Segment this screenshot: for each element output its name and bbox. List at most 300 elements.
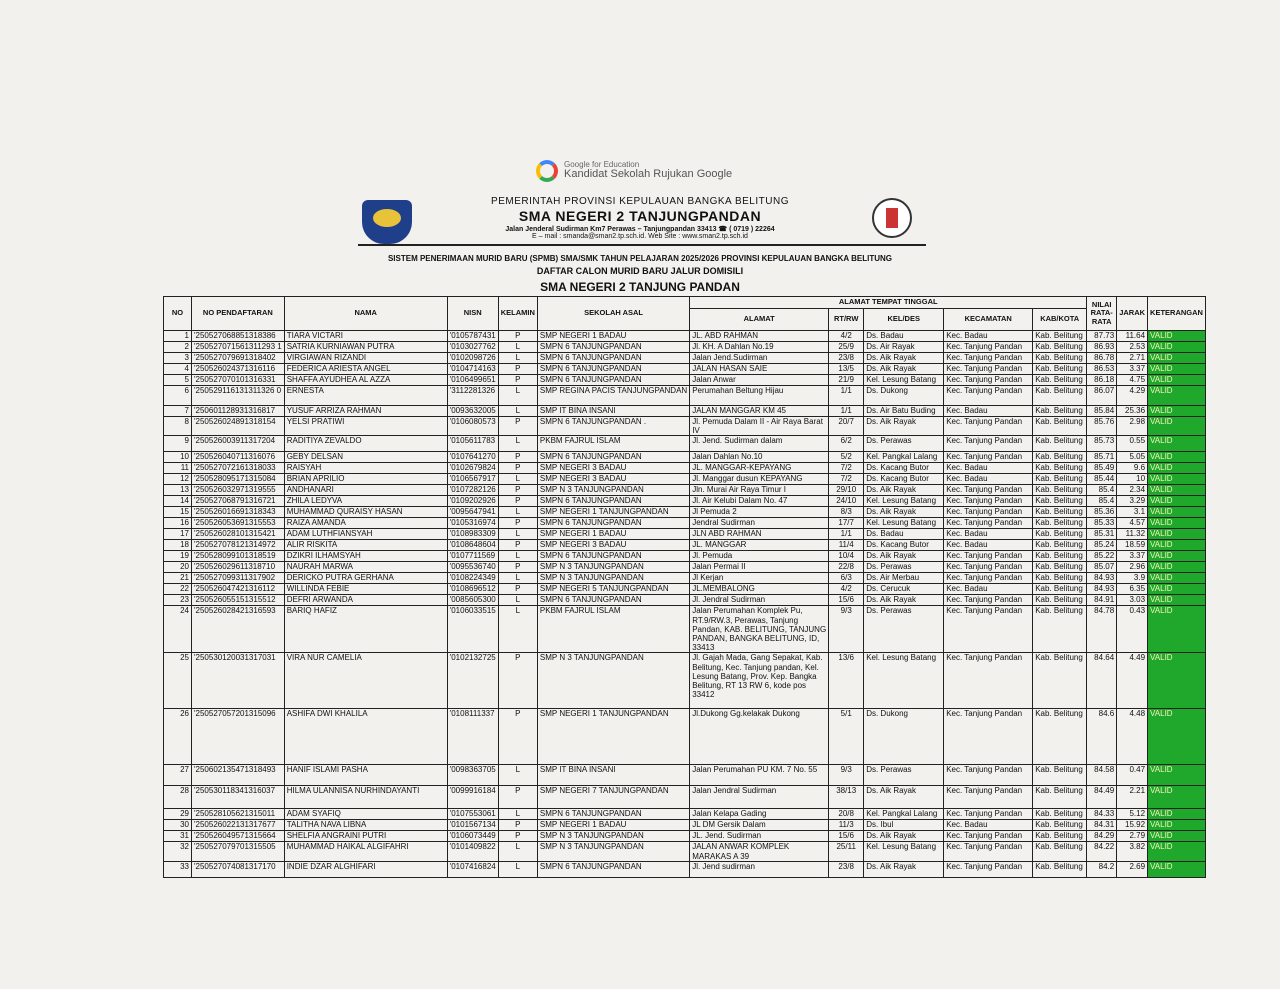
cell-kecamatan: Kec. Tanjung Pandan xyxy=(944,386,1033,406)
cell-alamat: JL. MANGGAR-KEPAYANG xyxy=(690,463,829,474)
header-nisn: NISN xyxy=(447,297,498,331)
cell-kabkota: Kab. Belitung xyxy=(1033,474,1087,485)
cell-keldes: Ds. Perawas xyxy=(864,765,944,786)
cell-keldes: Ds. Air Batu Buding xyxy=(864,406,944,417)
table-row xyxy=(164,595,1206,606)
cell-nilai: 85.07 xyxy=(1087,562,1117,573)
cell-sekolah-asal: SMP NEGERI 1 BADAU xyxy=(537,529,689,540)
cell-kecamatan: Kec. Tanjung Pandan xyxy=(944,831,1033,842)
cell-nisn: '0093632005 xyxy=(447,406,498,417)
cell-kelamin: L xyxy=(498,386,537,406)
cell-jarak: 9.6 xyxy=(1117,463,1148,474)
cell-alamat: JLN ABD RAHMAN xyxy=(690,529,829,540)
cell-nilai: 84.91 xyxy=(1087,595,1117,606)
cell-nisn: '0107416824 xyxy=(447,861,498,877)
cell-sekolah-asal: SMPN 6 TANJUNGPANDAN xyxy=(537,342,689,353)
cell-alamat: JALAN MANGGAR KM 45 xyxy=(690,406,829,417)
cell-no-pendaftaran: '250527070101316331 xyxy=(192,375,285,386)
cell-alamat: Jl Kerjan xyxy=(690,573,829,584)
cell-keldes: Ds. Aik Rayak xyxy=(864,786,944,809)
cell-rtrw: 10/4 xyxy=(829,551,864,562)
cell-no: 6 xyxy=(164,386,192,406)
cell-keterangan: VALID xyxy=(1148,417,1206,436)
cell-keldes: Ds. Perawas xyxy=(864,436,944,452)
cell-kelamin: P xyxy=(498,375,537,386)
cell-nama: TIARA VICTARI xyxy=(284,331,447,342)
cell-kelamin: L xyxy=(498,507,537,518)
cell-kecamatan: Kec. Tanjung Pandan xyxy=(944,417,1033,436)
cell-nisn: '0108224349 xyxy=(447,573,498,584)
table-row xyxy=(164,653,1206,709)
cell-no: 30 xyxy=(164,820,192,831)
cell-sekolah-asal: SMP N 3 TANJUNGPANDAN xyxy=(537,842,689,861)
cell-nilai: 84.64 xyxy=(1087,653,1117,709)
cell-jarak: 4.49 xyxy=(1117,653,1148,709)
cell-sekolah-asal: SMPN 6 TANJUNGPANDAN xyxy=(537,496,689,507)
cell-kelamin: L xyxy=(498,573,537,584)
cell-kabkota: Kab. Belitung xyxy=(1033,518,1087,529)
cell-kecamatan: Kec. Tanjung Pandan xyxy=(944,342,1033,353)
cell-kabkota: Kab. Belitung xyxy=(1033,406,1087,417)
cell-no: 26 xyxy=(164,709,192,765)
cell-rtrw: 5/2 xyxy=(829,452,864,463)
cell-rtrw: 23/8 xyxy=(829,353,864,364)
cell-nama: INDIE DZAR ALGHIFARI xyxy=(284,861,447,877)
cell-nisn: '0095647941 xyxy=(447,507,498,518)
cell-nama: FEDERICA ARIESTA ANGEL xyxy=(284,364,447,375)
cell-alamat: JL. MANGGAR xyxy=(690,540,829,551)
cell-jarak: 2.71 xyxy=(1117,353,1148,364)
cell-nisn: '0107711569 xyxy=(447,551,498,562)
cell-sekolah-asal: SMPN 6 TANJUNGPANDAN xyxy=(537,809,689,820)
cell-no-pendaftaran: '250530118341316037 xyxy=(192,786,285,809)
cell-rtrw: 9/3 xyxy=(829,765,864,786)
table-row xyxy=(164,375,1206,386)
cell-no: 13 xyxy=(164,485,192,496)
cell-keldes: Kel. Lesung Batang xyxy=(864,518,944,529)
cell-nama: SHAFFA AYUDHEA AL AZZA xyxy=(284,375,447,386)
cell-keterangan: VALID xyxy=(1148,386,1206,406)
letterhead xyxy=(420,196,860,240)
cell-nilai: 85.36 xyxy=(1087,507,1117,518)
cell-sekolah-asal: SMP NEGERI 1 TANJUNGPANDAN xyxy=(537,507,689,518)
cell-kabkota: Kab. Belitung xyxy=(1033,595,1087,606)
table-row xyxy=(164,485,1206,496)
cell-no: 27 xyxy=(164,765,192,786)
cell-kabkota: Kab. Belitung xyxy=(1033,540,1087,551)
cell-kecamatan: Kec. Tanjung Pandan xyxy=(944,606,1033,653)
cell-nisn: '0108111337 xyxy=(447,709,498,765)
cell-no-pendaftaran: '250526049571315664 xyxy=(192,831,285,842)
cell-jarak: 2.98 xyxy=(1117,417,1148,436)
cell-jarak: 2.34 xyxy=(1117,485,1148,496)
cell-nama: VIRA NUR CAMELIA xyxy=(284,653,447,709)
cell-keterangan: VALID xyxy=(1148,474,1206,485)
cell-no: 17 xyxy=(164,529,192,540)
cell-sekolah-asal: SMPN 6 TANJUNGPANDAN xyxy=(537,518,689,529)
cell-alamat: Jalan Perumahan Komplek Pu, RT.9/RW.3, Perawas, Tanjung Pandan, KAB. BELITUNG, TANJUNG PANDAN, BANGKA BELITUNG, ID, 33413 xyxy=(690,606,829,653)
cell-keterangan: VALID xyxy=(1148,820,1206,831)
cell-jarak: 15.92 xyxy=(1117,820,1148,831)
google-logo-icon xyxy=(536,160,558,182)
cell-nisn: '0106499651 xyxy=(447,375,498,386)
cell-sekolah-asal: SMP NEGERI 3 BADAU xyxy=(537,463,689,474)
cell-sekolah-asal: SMP N 3 TANJUNGPANDAN xyxy=(537,831,689,842)
cell-nisn: '0101409822 xyxy=(447,842,498,861)
table-row xyxy=(164,518,1206,529)
cell-kabkota: Kab. Belitung xyxy=(1033,831,1087,842)
cell-nama: RAIZA AMANDA xyxy=(284,518,447,529)
cell-nilai: 85.73 xyxy=(1087,436,1117,452)
cell-nama: WILLINDA FEBIE xyxy=(284,584,447,595)
cell-alamat: Jln. Murai Air Raya Timur I xyxy=(690,485,829,496)
cell-no: 16 xyxy=(164,518,192,529)
table-row xyxy=(164,436,1206,452)
title-system: SISTEM PENERIMAAN MURID BARU (SPMB) SMA/SMK TAHUN PELAJARAN 2025/2026 PROVINSI KEPULAUAN BANGKA BELITUNG xyxy=(387,254,893,263)
header-alamat: ALAMAT xyxy=(690,309,829,331)
cell-nisn: '0101567134 xyxy=(447,820,498,831)
cell-kabkota: Kab. Belitung xyxy=(1033,820,1087,831)
cell-alamat: Jalan Permai II xyxy=(690,562,829,573)
cell-keldes: Ds. Dukong xyxy=(864,709,944,765)
cell-no: 2 xyxy=(164,342,192,353)
cell-nama: ASHIFA DWI KHALILA xyxy=(284,709,447,765)
cell-kecamatan: Kec. Tanjung Pandan xyxy=(944,485,1033,496)
cell-no-pendaftaran: '250527071561311293 1 xyxy=(192,342,285,353)
cell-no-pendaftaran: '250528105621315011 xyxy=(192,809,285,820)
cell-jarak: 2.79 xyxy=(1117,831,1148,842)
cell-no: 33 xyxy=(164,861,192,877)
cell-alamat: Jendral Sudirman xyxy=(690,518,829,529)
cell-keldes: Kel. Lesung Batang xyxy=(864,496,944,507)
cell-no: 23 xyxy=(164,595,192,606)
cell-keterangan: VALID xyxy=(1148,485,1206,496)
cell-kelamin: P xyxy=(498,485,537,496)
cell-no-pendaftaran: '250528095171315084 xyxy=(192,474,285,485)
cell-keldes: Ds. Kacang Butor xyxy=(864,463,944,474)
cell-sekolah-asal: SMP NEGERI 5 TANJUNGPANDAN xyxy=(537,584,689,595)
cell-sekolah-asal: SMP IT BINA INSANI xyxy=(537,765,689,786)
cell-kabkota: Kab. Belitung xyxy=(1033,861,1087,877)
cell-keldes: Ds. Air Rayak xyxy=(864,342,944,353)
cell-nama: DEFRI ARWANDA xyxy=(284,595,447,606)
cell-nilai: 84.93 xyxy=(1087,584,1117,595)
cell-kecamatan: Kec. Tanjung Pandan xyxy=(944,786,1033,809)
cell-jarak: 3.9 xyxy=(1117,573,1148,584)
cell-keterangan: VALID xyxy=(1148,709,1206,765)
cell-jarak: 11.32 xyxy=(1117,529,1148,540)
cell-no: 28 xyxy=(164,786,192,809)
cell-nama: VIRGIAWAN RIZANDI xyxy=(284,353,447,364)
cell-alamat: JL. ABD RAHMAN xyxy=(690,331,829,342)
cell-nilai: 85.44 xyxy=(1087,474,1117,485)
cell-no: 12 xyxy=(164,474,192,485)
cell-kabkota: Kab. Belitung xyxy=(1033,809,1087,820)
cell-no-pendaftaran: '250526040711316076 xyxy=(192,452,285,463)
cell-nisn: '0108648604 xyxy=(447,540,498,551)
cell-kabkota: Kab. Belitung xyxy=(1033,331,1087,342)
cell-rtrw: 20/7 xyxy=(829,417,864,436)
cell-keterangan: VALID xyxy=(1148,463,1206,474)
cell-nilai: 85.71 xyxy=(1087,452,1117,463)
cell-jarak: 3.37 xyxy=(1117,551,1148,562)
province-emblem-icon xyxy=(362,200,412,244)
cell-alamat: Jalan Dahlan No.10 xyxy=(690,452,829,463)
cell-alamat: Jalan Perumahan PU KM. 7 No. 55 xyxy=(690,765,829,786)
cell-kabkota: Kab. Belitung xyxy=(1033,709,1087,765)
cell-nisn: '0105611783 xyxy=(447,436,498,452)
cell-kecamatan: Kec. Badau xyxy=(944,474,1033,485)
header-kecamatan: KECAMATAN xyxy=(944,309,1033,331)
cell-kecamatan: Kec. Badau xyxy=(944,584,1033,595)
cell-nilai: 84.49 xyxy=(1087,786,1117,809)
cell-keldes: Ds. Aik Rayak xyxy=(864,595,944,606)
table-row xyxy=(164,809,1206,820)
cell-no: 21 xyxy=(164,573,192,584)
cell-nisn: '0106567917 xyxy=(447,474,498,485)
cell-nilai: 84.6 xyxy=(1087,709,1117,765)
cell-nisn: '0098363705 xyxy=(447,765,498,786)
cell-rtrw: 25/9 xyxy=(829,342,864,353)
header-kelamin: KELAMIN xyxy=(498,297,537,331)
cell-kecamatan: Kec. Tanjung Pandan xyxy=(944,551,1033,562)
cell-alamat: Jl. Air Kelubi Dalam No. 47 xyxy=(690,496,829,507)
cell-nama: RADITIYA ZEVALDO xyxy=(284,436,447,452)
cell-sekolah-asal: SMPN 6 TANJUNGPANDAN xyxy=(537,353,689,364)
cell-nilai: 85.49 xyxy=(1087,463,1117,474)
cell-kelamin: P xyxy=(498,584,537,595)
cell-nisn: '0106080573 xyxy=(447,417,498,436)
cell-nilai: 85.4 xyxy=(1087,496,1117,507)
cell-rtrw: 6/3 xyxy=(829,573,864,584)
cell-nilai: 85.84 xyxy=(1087,406,1117,417)
cell-kelamin: P xyxy=(498,820,537,831)
cell-nama: SHELFIA ANGRAINI PUTRI xyxy=(284,831,447,842)
letterhead-contact: E – mail : smanda@sman2.tp.sch.id. Web Site : www.sman2.tp.sch.id xyxy=(532,233,748,240)
cell-jarak: 4.57 xyxy=(1117,518,1148,529)
cell-alamat: Jl Pemuda 2 xyxy=(690,507,829,518)
cell-alamat: Jl.Dukong Gg.kelakak Dukong xyxy=(690,709,829,765)
cell-nama: TALITHA NAVA LIBNA xyxy=(284,820,447,831)
cell-rtrw: 9/3 xyxy=(829,606,864,653)
cell-kecamatan: Kec. Tanjung Pandan xyxy=(944,364,1033,375)
cell-rtrw: 38/13 xyxy=(829,786,864,809)
cell-no: 31 xyxy=(164,831,192,842)
cell-sekolah-asal: SMP NEGERI 7 TANJUNGPANDAN xyxy=(537,786,689,809)
table-row xyxy=(164,861,1206,877)
cell-nisn: '3112281326 xyxy=(447,386,498,406)
cell-kabkota: Kab. Belitung xyxy=(1033,485,1087,496)
cell-alamat: Jl. KH. A Dahlan No.19 xyxy=(690,342,829,353)
cell-rtrw: 1/1 xyxy=(829,386,864,406)
cell-no-pendaftaran: '250528099101318519 xyxy=(192,551,285,562)
cell-nama: ANDHANARI xyxy=(284,485,447,496)
cell-kelamin: L xyxy=(498,474,537,485)
cell-no-pendaftaran: '250526028101315421 xyxy=(192,529,285,540)
cell-alamat: Jl. Jend sudirman xyxy=(690,861,829,877)
table-row xyxy=(164,529,1206,540)
cell-keldes: Kel. Lesung Batang xyxy=(864,653,944,709)
cell-keldes: Ds. Aik Rayak xyxy=(864,831,944,842)
cell-nilai: 85.76 xyxy=(1087,417,1117,436)
cell-no-pendaftaran: '250527079701315505 xyxy=(192,842,285,861)
table-row xyxy=(164,342,1206,353)
cell-nilai: 84.31 xyxy=(1087,820,1117,831)
cell-nama: HILMA ULANNISA NURHINDAYANTI xyxy=(284,786,447,809)
cell-rtrw: 29/10 xyxy=(829,485,864,496)
table-row xyxy=(164,765,1206,786)
cell-no-pendaftaran: '250526022131317677 xyxy=(192,820,285,831)
cell-keterangan: VALID xyxy=(1148,436,1206,452)
cell-no: 9 xyxy=(164,436,192,452)
cell-kecamatan: Kec. Badau xyxy=(944,820,1033,831)
cell-sekolah-asal: PKBM FAJRUL ISLAM xyxy=(537,606,689,653)
cell-kabkota: Kab. Belitung xyxy=(1033,386,1087,406)
cell-nisn: '0102679824 xyxy=(447,463,498,474)
registration-table xyxy=(163,296,1206,878)
cell-no-pendaftaran: '250527079691318402 xyxy=(192,353,285,364)
cell-keterangan: VALID xyxy=(1148,353,1206,364)
cell-jarak: 4.29 xyxy=(1117,386,1148,406)
cell-no-pendaftaran: '250527099311317902 xyxy=(192,573,285,584)
cell-no-pendaftaran: '250527068851318386 xyxy=(192,331,285,342)
table-row xyxy=(164,551,1206,562)
cell-no: 3 xyxy=(164,353,192,364)
cell-jarak: 5.12 xyxy=(1117,809,1148,820)
cell-kecamatan: Kec. Tanjung Pandan xyxy=(944,809,1033,820)
cell-kecamatan: Kec. Tanjung Pandan xyxy=(944,842,1033,861)
cell-rtrw: 17/7 xyxy=(829,518,864,529)
header-no-pendaftaran: NO PENDAFTARAN xyxy=(192,297,285,331)
title-school: SMA NEGERI 2 TANJUNG PANDAN xyxy=(540,280,740,294)
cell-kelamin: P xyxy=(498,331,537,342)
cell-no: 10 xyxy=(164,452,192,463)
cell-no: 18 xyxy=(164,540,192,551)
cell-rtrw: 8/3 xyxy=(829,507,864,518)
cell-sekolah-asal: PKBM FAJRUL ISLAM xyxy=(537,436,689,452)
cell-no: 25 xyxy=(164,653,192,709)
cell-jarak: 0.55 xyxy=(1117,436,1148,452)
cell-nilai: 86.07 xyxy=(1087,386,1117,406)
cell-kecamatan: Kec. Tanjung Pandan xyxy=(944,375,1033,386)
cell-sekolah-asal: SMP N 3 TANJUNGPANDAN xyxy=(537,562,689,573)
cell-jarak: 4.75 xyxy=(1117,375,1148,386)
cell-nama: RAISYAH xyxy=(284,463,447,474)
cell-kecamatan: Kec. Badau xyxy=(944,463,1033,474)
cell-keterangan: VALID xyxy=(1148,551,1206,562)
cell-sekolah-asal: SMP NEGERI 1 BADAU xyxy=(537,820,689,831)
cell-kabkota: Kab. Belitung xyxy=(1033,842,1087,861)
cell-sekolah-asal: SMPN 6 TANJUNGPANDAN xyxy=(537,452,689,463)
table-row xyxy=(164,540,1206,551)
cell-kelamin: P xyxy=(498,562,537,573)
cell-keterangan: VALID xyxy=(1148,529,1206,540)
cell-kecamatan: Kec. Badau xyxy=(944,529,1033,540)
cell-keterangan: VALID xyxy=(1148,507,1206,518)
cell-kelamin: L xyxy=(498,861,537,877)
cell-kelamin: P xyxy=(498,540,537,551)
cell-no: 19 xyxy=(164,551,192,562)
cell-jarak: 3.03 xyxy=(1117,595,1148,606)
cell-keldes: Kel. Lesung Batang xyxy=(864,375,944,386)
cell-nama: BRIAN APRILIO xyxy=(284,474,447,485)
cell-keldes: Ds. Kacang Butor xyxy=(864,474,944,485)
table-row xyxy=(164,584,1206,595)
cell-no-pendaftaran: '250527074081317170 xyxy=(192,861,285,877)
cell-no-pendaftaran: '250526028421316593 xyxy=(192,606,285,653)
cell-no-pendaftaran: '250526003911317204 xyxy=(192,436,285,452)
cell-nama: DERICKO PUTRA GERHANA xyxy=(284,573,447,584)
header-jarak: JARAK xyxy=(1117,297,1148,331)
cell-no: 24 xyxy=(164,606,192,653)
cell-rtrw: 13/6 xyxy=(829,653,864,709)
cell-alamat: Jl. Jend. Sudirman dalam xyxy=(690,436,829,452)
cell-kecamatan: Kec. Tanjung Pandan xyxy=(944,562,1033,573)
cell-kelamin: P xyxy=(498,417,537,436)
cell-nisn: '0099916184 xyxy=(447,786,498,809)
cell-keterangan: VALID xyxy=(1148,452,1206,463)
cell-jarak: 3.29 xyxy=(1117,496,1148,507)
cell-alamat: Jl. Jendral Sudirman xyxy=(690,595,829,606)
cell-nilai: 84.22 xyxy=(1087,842,1117,861)
cell-sekolah-asal: SMP IT BINA INSANI xyxy=(537,406,689,417)
cell-nilai: 84.2 xyxy=(1087,861,1117,877)
cell-sekolah-asal: SMPN 6 TANJUNGPANDAN xyxy=(537,861,689,877)
cell-nama: ERNESTA xyxy=(284,386,447,406)
cell-kelamin: L xyxy=(498,842,537,861)
cell-no-pendaftaran: '250526032971319555 xyxy=(192,485,285,496)
cell-nisn: '0109202926 xyxy=(447,496,498,507)
cell-nisn: '0106033515 xyxy=(447,606,498,653)
cell-nilai: 86.93 xyxy=(1087,342,1117,353)
cell-no-pendaftaran: '250526029611318710 xyxy=(192,562,285,573)
cell-jarak: 0.47 xyxy=(1117,765,1148,786)
cell-nisn: '0108696512 xyxy=(447,584,498,595)
cell-kecamatan: Kec. Badau xyxy=(944,406,1033,417)
cell-sekolah-asal: SMP REGINA PACIS TANJUNGPANDAN xyxy=(537,386,689,406)
table-row xyxy=(164,452,1206,463)
cell-kecamatan: Kec. Tanjung Pandan xyxy=(944,353,1033,364)
cell-keldes: Ds. Perawas xyxy=(864,562,944,573)
table-row xyxy=(164,353,1206,364)
cell-nama: ADAM SYAFIQ xyxy=(284,809,447,820)
cell-keterangan: VALID xyxy=(1148,842,1206,861)
table-row xyxy=(164,364,1206,375)
cell-alamat: JL DM Gersik Dalam xyxy=(690,820,829,831)
cell-no: 20 xyxy=(164,562,192,573)
cell-nilai: 85.22 xyxy=(1087,551,1117,562)
cell-kelamin: L xyxy=(498,353,537,364)
cell-no-pendaftaran: '250529116131311326 0 xyxy=(192,386,285,406)
cell-alamat: Jalan Jend.Sudirman xyxy=(690,353,829,364)
cell-alamat: JALAN ANWAR KOMPLEK MARAKAS A 39 xyxy=(690,842,829,861)
cell-no: 1 xyxy=(164,331,192,342)
cell-nisn: '0105787431 xyxy=(447,331,498,342)
cell-no-pendaftaran: '250530120031317031 xyxy=(192,653,285,709)
cell-kabkota: Kab. Belitung xyxy=(1033,375,1087,386)
cell-no-pendaftaran: '250526024891318154 xyxy=(192,417,285,436)
cell-sekolah-asal: SMP NEGERI 3 BADAU xyxy=(537,540,689,551)
cell-alamat: JALAN HASAN SAIE xyxy=(690,364,829,375)
cell-nama: BARIQ HAFIZ xyxy=(284,606,447,653)
cell-sekolah-asal: SMP N 3 TANJUNGPANDAN xyxy=(537,573,689,584)
cell-keterangan: VALID xyxy=(1148,584,1206,595)
cell-alamat: Jl. Gajah Mada, Gang Sepakat, Kab. Belitung, Kec. Tanjung pandan, Kel. Lesung Batang, Prov. Kep. Bangka Belitung, RT 13 RW 6, kode pos 33412 xyxy=(690,653,829,709)
cell-kelamin: P xyxy=(498,496,537,507)
cell-alamat: Jl. Pemuda Dalam II - Air Raya Barat IV xyxy=(690,417,829,436)
table-row xyxy=(164,786,1206,809)
cell-nisn: '0104714163 xyxy=(447,364,498,375)
